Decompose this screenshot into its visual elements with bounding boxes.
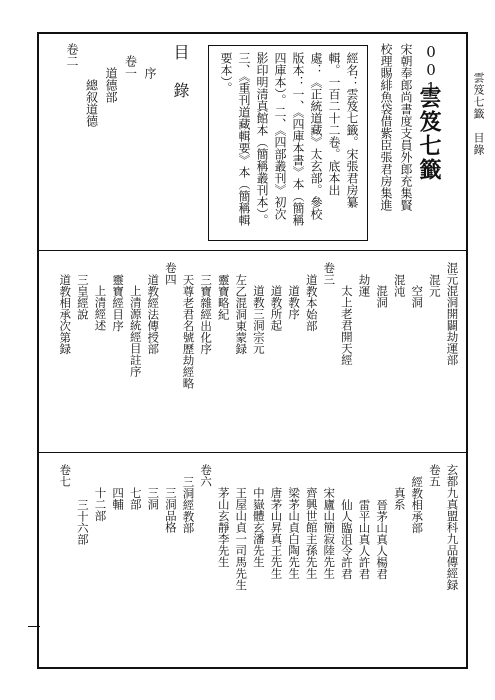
- summary-line: 要本）。: [219, 52, 233, 94]
- summary-line: 三、《重刊道藏輯要》本（簡稱輯: [237, 52, 251, 226]
- toc-entry: 靈寶經目序: [111, 273, 126, 331]
- toc-entry: 混元: [427, 273, 442, 297]
- toc-entry: 道德部: [104, 67, 118, 103]
- toc-entry: 道教相承次第録: [58, 273, 73, 354]
- author-line-2: 校理賜緋魚袋借紫臣張君房集進: [379, 43, 393, 211]
- section-divider-middle: [38, 452, 467, 453]
- toc-entry: 太上老君開天經: [339, 285, 354, 366]
- toc-entry: 茅山玄靜李先生: [216, 487, 231, 568]
- toc-heading: 目 錄: [171, 44, 190, 101]
- toc-entry: 三洞品格: [163, 487, 178, 533]
- toc-entry: 左乙混洞東蒙録: [234, 273, 249, 354]
- toc-entry: 序: [143, 67, 157, 79]
- toc-entry: 劫運: [357, 273, 372, 297]
- toc-entry: 天尊老君名號歷劫經略: [181, 273, 196, 389]
- summary-line: 處：《正統道藏》太玄部。參校: [309, 52, 323, 220]
- toc-entry: 混元混洞開闢劫運部: [445, 262, 460, 366]
- margin-book-title: 雲笈七籤: [472, 72, 485, 120]
- toc-entry: 宋廬山簡寂陸先生: [322, 487, 337, 579]
- toc-entry: 梁茅山貞白陶先生: [287, 487, 302, 579]
- toc-entry: 三十六部: [75, 498, 90, 545]
- toc-entry: 卷五: [427, 464, 442, 487]
- toc-entry: 經教相承部: [410, 475, 425, 533]
- section-divider-top: [38, 250, 467, 251]
- toc-entry: 卷六: [199, 464, 214, 487]
- toc-entry: 混沌: [392, 273, 407, 297]
- summary-line: 經名：雲笈七籤。宋張君房纂: [345, 52, 359, 208]
- toc-entry: 晉茅山真人楊君: [375, 498, 390, 579]
- summary-line: 影印明清真館本（簡稱叢刊本）。: [255, 52, 269, 226]
- toc-entry: 卷七: [58, 464, 73, 487]
- toc-entry: 道教序: [287, 285, 302, 320]
- toc-entry: 中嶽體玄潘先生: [251, 487, 266, 568]
- volume-number: 001: [422, 43, 440, 97]
- toc-entry: 真系: [392, 487, 407, 510]
- toc-entry: 卷一: [123, 55, 138, 79]
- summary-line: 版本：一、《四庫本書》本（簡稱: [291, 52, 305, 226]
- toc-entry: 玄都九真盟科九品傳經録: [445, 464, 460, 591]
- book-title: 雲笈七籤: [416, 86, 442, 182]
- margin-tick: [28, 626, 40, 627]
- toc-entry: 總叙道德: [84, 79, 99, 127]
- toc-entry: 上清源統經目註序: [128, 285, 143, 377]
- toc-entry: 卷三: [322, 262, 337, 285]
- margin-section-label: 目錄: [472, 132, 485, 156]
- toc-entry: 雷平山真人許君: [357, 498, 372, 579]
- toc-entry: 三寶雜經出化序: [199, 273, 214, 354]
- toc-entry: 卷二: [65, 43, 79, 67]
- toc-entry: 三皇經說: [75, 273, 90, 320]
- summary-line: 輯。一百二十二卷。底本出: [327, 52, 341, 196]
- toc-entry: 三洞經教部: [181, 475, 196, 533]
- toc-entry: 王屋山貞一司馬先生: [234, 487, 249, 591]
- toc-entry: 三洞: [146, 487, 161, 510]
- toc-entry: 道教三洞宗元: [251, 285, 266, 354]
- toc-entry: 混洞: [375, 285, 390, 308]
- author-line-1: 宋朝奉郎尚書度支員外郎充集賢: [399, 43, 413, 211]
- toc-entry: 仙人臨沮令許君: [339, 498, 354, 579]
- summary-line: 四庫本）。二、《四部叢刊》初次: [273, 52, 287, 220]
- toc-entry: 道教經法傳授部: [146, 273, 161, 354]
- toc-entry: 靈寶略紀: [216, 273, 231, 320]
- toc-entry: 空洞: [410, 285, 425, 308]
- toc-entry: 七部: [128, 487, 143, 510]
- toc-entry: 卷四: [163, 262, 178, 285]
- toc-entry: 十二部: [93, 487, 108, 522]
- toc-entry: 道教本始部: [304, 273, 319, 331]
- toc-entry: 齊興世館主孫先生: [304, 487, 319, 579]
- toc-entry: 四輔: [111, 487, 126, 510]
- toc-entry: 道教所起: [269, 285, 284, 331]
- toc-entry: 上清經述: [93, 285, 108, 331]
- toc-entry: 唐茅山昇真王先生: [269, 487, 284, 579]
